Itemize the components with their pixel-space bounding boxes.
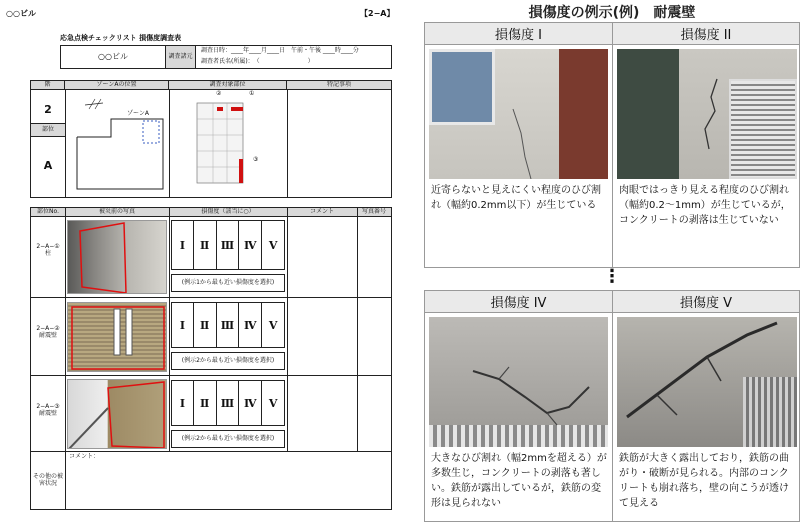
other-damage-label: その他の被害状況 xyxy=(32,473,63,487)
target-head: 調査対象部位 xyxy=(169,81,287,90)
panel2-label: 損傷度 II xyxy=(613,23,799,45)
panel5-photo xyxy=(617,317,797,447)
floor-value: 2 xyxy=(44,102,52,116)
row2-level-5-cell[interactable]: Ⅴ xyxy=(262,302,285,348)
panel5-caption: 鉄筋が大きく露出しており，鉄筋の曲がり・破断が見られる。内部のコンクリートも崩れ落ち，壁の向こうが透けて見える xyxy=(619,453,789,509)
row3-photo xyxy=(67,379,167,449)
part-value: A xyxy=(43,158,53,172)
ellipsis-mark: ⋮ xyxy=(603,265,621,287)
col-photo: 被災前の写真 xyxy=(98,208,135,216)
row2-hint: (例示2から最も近い損傷度を選択) xyxy=(171,352,285,370)
row3-level-4-cell[interactable]: Ⅳ xyxy=(239,380,262,426)
floor-plan-sketch xyxy=(195,99,255,187)
date-line: 調査日時：____年____月____日 午前・午後 ____時____分 xyxy=(201,47,359,54)
row1-photo xyxy=(67,220,167,294)
row1-id: 2−A−① 柱 xyxy=(36,243,60,257)
row3-level-2-cell[interactable]: Ⅱ xyxy=(194,380,217,426)
panel1-label: 損傷度 I xyxy=(425,23,612,45)
row1-level-5-cell[interactable]: Ⅴ xyxy=(262,220,285,270)
callout-3: ③ xyxy=(253,156,259,163)
panel1-caption: 近寄らないと見えにくい程度のひび割れ（幅約0.2mm以下）が生じている xyxy=(431,185,601,211)
part-head: 部位 xyxy=(31,123,65,137)
row1-level-2-cell[interactable]: Ⅱ xyxy=(194,220,217,270)
examples-title: 損傷度の例示(例) 耐震壁 xyxy=(528,5,696,21)
row3-id: 2−A−③ 耐震壁 xyxy=(36,403,60,417)
row1-level-1-cell[interactable]: Ⅰ xyxy=(171,220,194,270)
row3-hint: (例示2から最も近い損傷度を選択) xyxy=(171,430,285,448)
damage-examples xyxy=(424,0,800,522)
notes-head: 特記事項 xyxy=(326,81,351,89)
zone-plan-sketch xyxy=(67,93,167,197)
zone-label: ゾーンA xyxy=(127,110,149,117)
top-panels xyxy=(424,22,800,268)
row2-level-4-cell[interactable]: Ⅳ xyxy=(239,302,262,348)
row2-level-2-cell[interactable]: Ⅱ xyxy=(194,302,217,348)
row2-level-grid xyxy=(171,302,285,348)
panel4-label: 損傷度 IV xyxy=(425,291,612,313)
callout-2: ② xyxy=(216,90,222,97)
panel2-photo xyxy=(617,49,797,179)
row2-id: 2−A−② 耐震壁 xyxy=(36,325,60,339)
comment-label: コメント： xyxy=(69,453,100,460)
row3-level-3-cell[interactable]: Ⅲ xyxy=(217,380,240,426)
callout-1: ① xyxy=(249,90,255,97)
row2-level-1-cell[interactable]: Ⅰ xyxy=(171,302,194,348)
bottom-panels xyxy=(424,290,800,522)
person-line: 調査者氏名(所属)： （ ） xyxy=(201,58,314,65)
row1-level-4-cell[interactable]: Ⅳ xyxy=(239,220,262,270)
col-damage: 損傷度（該当に○） xyxy=(201,208,255,216)
info-block xyxy=(60,45,392,69)
building-name-cell: ○○ビル xyxy=(61,46,166,68)
sheet-code: 【2−A】 xyxy=(360,9,395,18)
zone-block xyxy=(30,80,392,198)
row2-photo xyxy=(67,302,167,372)
row1-level-3-cell[interactable]: Ⅲ xyxy=(217,220,240,270)
row2-level-3-cell[interactable]: Ⅲ xyxy=(217,302,240,348)
row1-hint: (例示1から最も近い損傷度を選択) xyxy=(171,274,285,292)
row3-level-1-cell[interactable]: Ⅰ xyxy=(171,380,194,426)
panel4-caption: 大きなひび割れ（幅2mmを超える）が多数生じ，コンクリートの剥落も著しい。鉄筋が露出しているが，鉄筋の変形は見られない xyxy=(431,453,607,509)
survey-label: 調査諸元 xyxy=(166,46,196,68)
floor-head: 階 xyxy=(31,81,65,90)
zone-pos-head: ゾーンAの位置 xyxy=(65,81,169,90)
damage-table xyxy=(30,207,392,510)
col-photo-no: 写真番号 xyxy=(361,208,386,216)
col-no: 部位No. xyxy=(37,208,59,216)
row3-level-5-cell[interactable]: Ⅴ xyxy=(262,380,285,426)
panel4-photo xyxy=(429,317,608,447)
building-title: ○○ビル xyxy=(6,9,36,18)
col-comment: コメント xyxy=(309,208,334,216)
row1-level-grid xyxy=(171,220,285,270)
panel1-photo xyxy=(429,49,608,179)
form-subtitle: 応急点検チェックリスト 損傷度調査表 xyxy=(60,34,182,42)
row3-level-grid xyxy=(171,380,285,426)
panel5-label: 損傷度 V xyxy=(613,291,799,313)
panel2-caption: 肉眼ではっきり見える程度のひび割れ（幅約0.2〜1mm）が生じているが，コンクリートの剥落は生じていない xyxy=(619,185,791,226)
